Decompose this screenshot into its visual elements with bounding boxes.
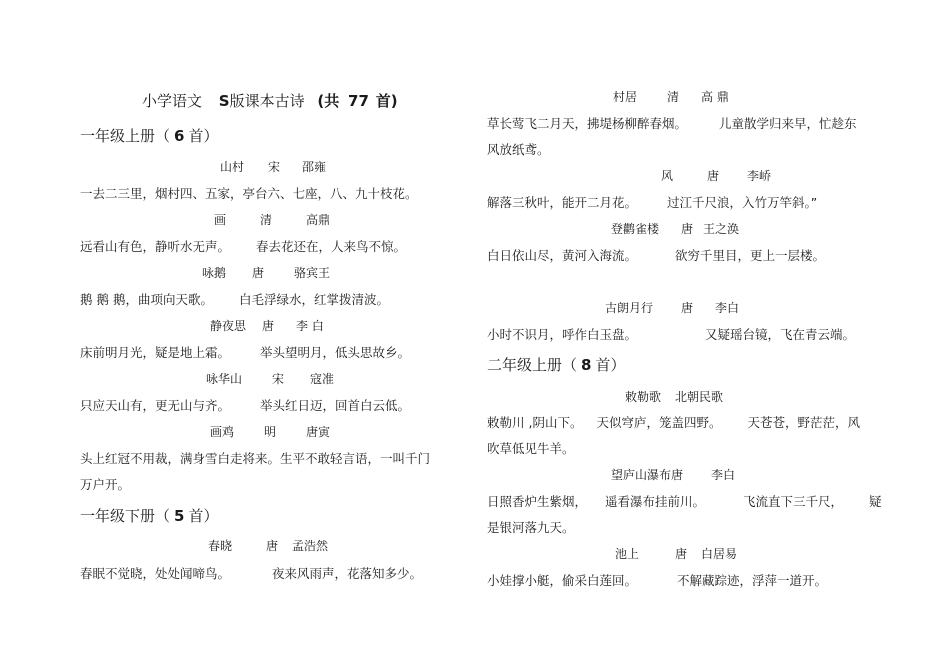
poem-name: 春晓 — [208, 539, 233, 553]
poem-title-wanglushan — [611, 466, 735, 483]
poem-dynasty: 北朝民歌 — [675, 390, 724, 404]
verse-text: 解落三秋叶，能开二月花。 — [487, 195, 638, 210]
verse-text: 日照香炉生紫烟， — [487, 494, 588, 509]
verse-text: 举头红日迈，回首白云低。 — [260, 398, 411, 413]
verse-line — [487, 413, 860, 431]
poem-author: 李白 — [711, 468, 736, 482]
poem-name: 敕勒歌 — [625, 390, 662, 404]
poem-name: 咏鹅 — [202, 266, 227, 280]
grade1-up-heading — [80, 125, 218, 146]
poem-title-yonghuashan — [206, 370, 334, 387]
verse-line — [80, 237, 406, 255]
verse-text: 只应天山有，更无山与齐。 — [80, 398, 231, 413]
verse-text: 夜来风雨声，花落知多少。 — [272, 566, 423, 581]
verse-text: 春眠不觉晓，处处闻啼鸟。 — [80, 566, 231, 581]
poem-name: 风 — [661, 169, 674, 183]
poem-name: 山村 — [220, 160, 245, 174]
poem-author: 李 白 — [296, 319, 324, 333]
poem-title-feng — [661, 167, 771, 184]
verse-line — [487, 492, 882, 510]
verse-text: 敕勒川 ,阴山下。 — [487, 415, 583, 430]
poem-name: 画鸡 — [210, 425, 235, 439]
verse-line — [487, 140, 550, 158]
grade-count: 6 — [174, 127, 185, 145]
poem-name: 画 — [214, 213, 227, 227]
verse-text: 欲穷千里目，更上一层楼。 — [675, 248, 826, 263]
verse-text: 风放纸鸢。 — [487, 142, 550, 157]
verse-text: 不解藏踪迹，浮萍一道开。 — [677, 573, 828, 588]
poem-name: 古朗月行 — [605, 301, 654, 315]
poem-dynasty: 唐 — [707, 169, 720, 183]
verse-line — [487, 193, 817, 211]
verse-text: 头上红冠不用裁，满身雪白走将来。生平不敢轻言语，一叫千门 — [80, 451, 431, 466]
verse-line — [80, 343, 410, 361]
poem-author: 高 鼎 — [701, 90, 729, 104]
title-mid: 版课本古诗 — [229, 92, 305, 110]
verse-line — [80, 290, 389, 308]
poem-name: 望庐山瀑布唐 — [611, 468, 684, 482]
poem-author: 邵雍 — [302, 160, 327, 174]
title-prefix: 小学语文 — [142, 92, 203, 110]
verse-text: 天苍苍，野茫茫，风 — [747, 415, 860, 430]
poem-name: 登鹳雀楼 — [611, 222, 660, 236]
grade-label: 二年级上册（ — [487, 356, 578, 374]
poem-title-jingyesi — [210, 317, 324, 334]
grade1-down-heading — [80, 505, 218, 526]
document-title — [142, 90, 398, 111]
poem-title-chunxiao — [208, 537, 328, 554]
poem-author: 白居易 — [701, 547, 738, 561]
verse-text: 远看山有色，静听水无声。 — [80, 239, 231, 254]
verse-text: 万户开。 — [80, 477, 131, 492]
poem-title-shancun — [220, 158, 326, 175]
verse-text: 又疑瑶台镜，飞在青云端。 — [705, 327, 856, 342]
title-s: S — [218, 92, 230, 110]
verse-text: 草长莺飞二月天，拂堤杨柳醉春烟。 — [487, 116, 688, 131]
poem-author: 王之涣 — [703, 222, 740, 236]
poem-dynasty: 清 — [667, 90, 680, 104]
poem-author: 高鼎 — [306, 213, 331, 227]
title-close: 首) — [375, 92, 398, 110]
poem-name: 池上 — [615, 547, 640, 561]
verse-text: 过江千尺浪，入竹万竿斜。” — [667, 195, 818, 210]
verse-text: 儿童散学归来早，忙趁东 — [719, 116, 857, 131]
poem-author: 李峤 — [747, 169, 772, 183]
poem-dynasty: 明 — [264, 425, 277, 439]
verse-text: 白日依山尽，黄河入海流。 — [487, 248, 638, 263]
verse-line — [487, 518, 575, 536]
verse-line — [80, 396, 410, 414]
poem-name: 静夜思 — [210, 319, 247, 333]
poem-author: 唐寅 — [306, 425, 331, 439]
verse-text: 床前明月光，疑是地上霜。 — [80, 345, 231, 360]
verse-line — [80, 475, 130, 493]
poem-author: 骆宾王 — [294, 266, 331, 280]
verse-text: 举头望明月，低头思故乡。 — [260, 345, 411, 360]
title-open: (共 — [317, 92, 340, 110]
verse-line — [487, 246, 825, 264]
poem-dynasty: 宋 — [272, 372, 285, 386]
grade-label: 一年级上册（ — [80, 127, 171, 145]
poem-title-huaji — [210, 423, 330, 440]
verse-line — [80, 184, 418, 202]
grade2-up-heading — [487, 354, 625, 375]
verse-text: 遥看瀑布挂前川。 — [605, 494, 706, 509]
poem-author: 李白 — [715, 301, 740, 315]
verse-line — [487, 439, 575, 457]
verse-text: 一去二三里，烟村四、五家，亭台六、七座，八、九十枝花。 — [80, 186, 418, 201]
poem-dynasty: 唐 — [262, 319, 275, 333]
verse-line — [487, 571, 827, 589]
poem-dynasty: 唐 — [675, 547, 688, 561]
poem-title-dengguanquelou — [611, 220, 739, 237]
verse-text: 疑 — [869, 494, 882, 509]
verse-text: 飞流直下三千尺， — [743, 494, 844, 509]
grade-unit: 首） — [595, 356, 626, 374]
grade-count: 8 — [581, 356, 592, 374]
poem-name: 村居 — [613, 90, 638, 104]
verse-line — [80, 449, 430, 467]
verse-text: 白毛浮绿水，红掌拨清波。 — [238, 292, 389, 307]
poem-title-hua — [214, 211, 330, 228]
verse-text: 吹草低见牛羊。 — [487, 441, 575, 456]
verse-text: 春去花还在，人来鸟不惊。 — [256, 239, 407, 254]
verse-text: 小时不识月，呼作白玉盘。 — [487, 327, 638, 342]
poem-name: 咏华山 — [206, 372, 243, 386]
poem-title-chishang — [615, 545, 737, 562]
title-count: 77 — [348, 92, 369, 110]
poem-author: 孟浩然 — [292, 539, 329, 553]
poem-title-chilege — [625, 388, 723, 405]
grade-unit: 首） — [188, 127, 219, 145]
poem-dynasty: 宋 — [268, 160, 281, 174]
poem-author: 寇准 — [310, 372, 335, 386]
grade-label: 一年级下册（ — [80, 507, 171, 525]
verse-text: 鹅 鹅 鹅，曲项向天歌。 — [80, 292, 213, 307]
verse-line — [80, 564, 422, 582]
verse-text: 是银河落九天。 — [487, 520, 575, 535]
grade-count: 5 — [174, 507, 185, 525]
poem-title-cunju — [613, 88, 729, 105]
poem-title-yonge — [202, 264, 330, 281]
poem-title-gulangyuexing — [605, 299, 739, 316]
poem-dynasty: 唐 — [266, 539, 279, 553]
verse-line — [487, 114, 857, 132]
poem-dynasty: 清 — [260, 213, 273, 227]
grade-unit: 首） — [188, 507, 219, 525]
verse-text: 天似穹庐，笼盖四野。 — [596, 415, 722, 430]
verse-line — [487, 325, 855, 343]
poem-dynasty: 唐 — [681, 301, 694, 315]
verse-text: 小娃撑小艇，偷采白莲回。 — [487, 573, 638, 588]
poem-dynasty: 唐 — [681, 222, 694, 236]
poem-dynasty: 唐 — [252, 266, 265, 280]
